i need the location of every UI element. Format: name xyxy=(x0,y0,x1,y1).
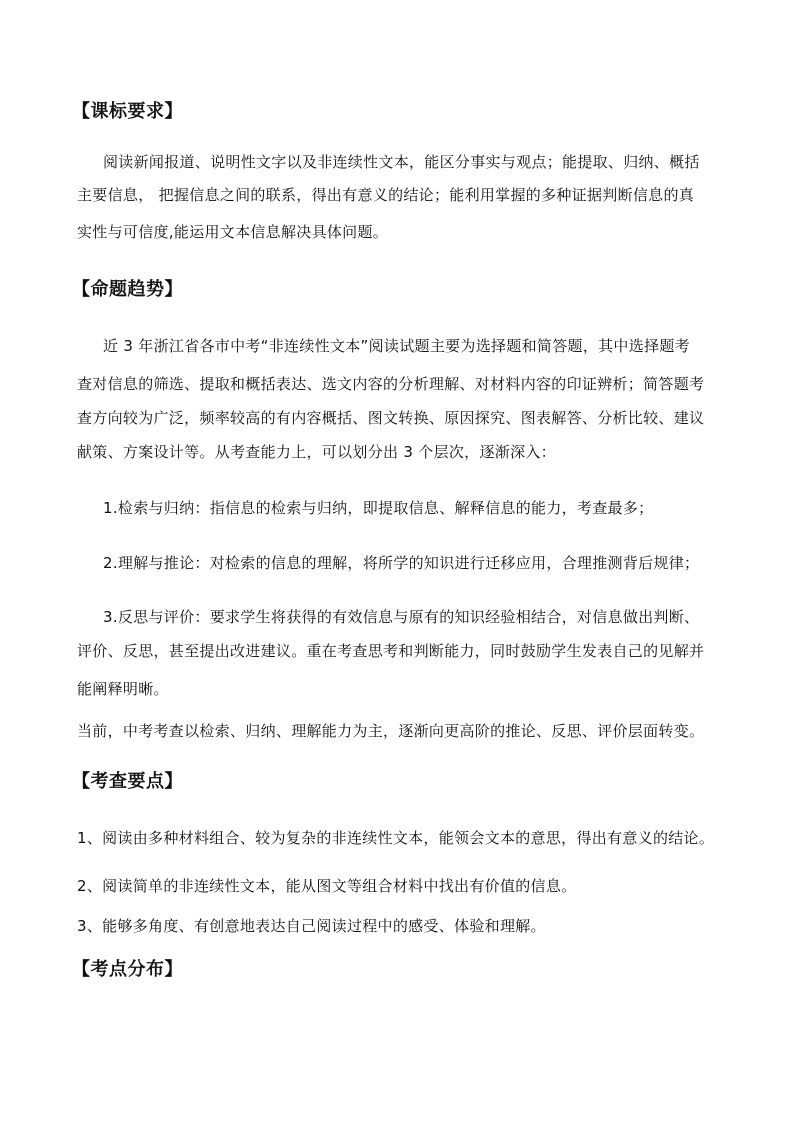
level-item-2: 2.理解与推论：对检索的信息的理解，将所学的知识进行迁移应用，合理推测背后规律； xyxy=(103,554,700,572)
paragraph-line: 阅读新闻报道、说明性文字以及非连续性文本，能区分事实与观点；能提取、归纳、概括 xyxy=(103,153,700,171)
paragraph-line: 近 3 年浙江省各市中考“非连续性文本”阅读试题主要为选择题和简答题，其中选择题考 xyxy=(103,337,690,355)
paragraph-line: 查对信息的筛选、提取和概括表达、选文内容的分析理解、对材料内容的印证辨析；简答题考 xyxy=(77,375,705,393)
section-heading-curriculum: 【课标要求】 xyxy=(72,101,183,122)
section-heading-trend: 【命题趋势】 xyxy=(72,279,183,300)
key-point-item-1: 1、阅读由多种材料组合、较为复杂的非连续性文本，能领会文本的意思，得出有意义的结论。 xyxy=(77,829,715,847)
level-item-1: 1.检索与归纳：指信息的检索与归纳，即提取信息、解释信息的能力，考查最多； xyxy=(103,499,654,517)
paragraph-line: 献策、方案设计等。从考查能力上，可以划分出 3 个层次，逐渐深入： xyxy=(77,443,556,461)
summary-line: 当前，中考考查以检索、归纳、理解能力为主，逐渐向更高阶的推论、反思、评价层面转变。 xyxy=(77,722,705,740)
key-point-item-2: 2、阅读简单的非连续性文本，能从图文等组合材料中找出有价值的信息。 xyxy=(77,877,577,895)
level-item-3: 3.反思与评价：要求学生将获得的有效信息与原有的知识经验相结合，对信息做出判断、 xyxy=(103,608,700,626)
paragraph-line: 评价、反思，甚至提出改进建议。重在考查思考和判断能力，同时鼓励学生发表自己的见解并 xyxy=(77,642,705,660)
paragraph-line: 查方向较为广泛，频率较高的有内容概括、图文转换、原因探究、图表解答、分析比较、建议 xyxy=(77,409,705,427)
key-point-item-3: 3、能够多角度、有创意地表达自己阅读过程中的感受、体验和理解。 xyxy=(77,917,546,935)
paragraph-line: 能阐释明晰。 xyxy=(77,680,169,698)
paragraph-line: 主要信息， 把握信息之间的联系，得出有意义的结论；能利用掌握的多种证据判断信息的真 xyxy=(77,186,695,204)
section-heading-key-points: 【考查要点】 xyxy=(72,771,183,792)
paragraph-line: 实性与可信度,能运用文本信息解决具体问题。 xyxy=(77,223,389,241)
section-heading-distribution: 【考点分布】 xyxy=(72,959,183,980)
